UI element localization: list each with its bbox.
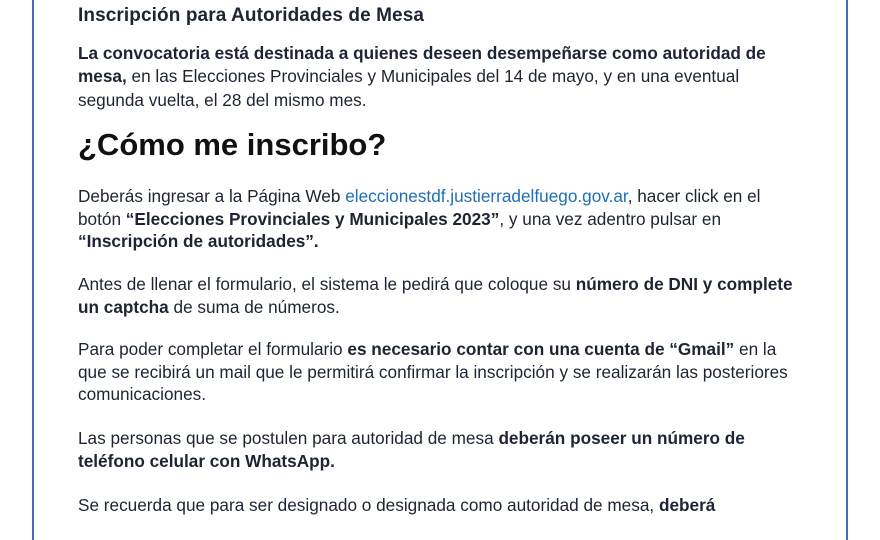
- frame-border-left: [32, 0, 34, 540]
- p5-bold-1: deberá: [658, 495, 716, 515]
- how-to-register-heading: ¿Cómo me inscribo?: [78, 127, 387, 162]
- paragraph-whatsapp: [78, 427, 808, 472]
- p1-text-3: , y una vez adentro pulsar en: [499, 208, 722, 229]
- p2-text-2: de suma de números.: [168, 296, 340, 317]
- p2-text-1: Antes de llenar el formulario, el sistema le pedirá que coloque su: [78, 274, 576, 294]
- p3-text-1: Para poder completar el formulario: [78, 339, 348, 359]
- intro-paragraph: [78, 42, 778, 112]
- frame-border-right: [846, 0, 848, 540]
- p1-bold-2: “Inscripción de autoridades”.: [78, 231, 319, 252]
- intro-bold: La convocatoria está destinada a quienes deseen desempeñarse como autoridad de mesa,: [78, 43, 766, 87]
- p2-bold-1: número de DNI y complete un captcha: [78, 274, 793, 317]
- p4-text-1: Las personas que se postulen para autoridad de mesa: [78, 428, 499, 448]
- p4-bold-1: deberán poseer un número de teléfono celular con WhatsApp.: [78, 428, 745, 471]
- paragraph-reminder: [78, 494, 808, 517]
- p3-bold-1: es necesario contar con una cuenta de “Gmail”: [347, 339, 735, 359]
- paragraph-gmail: [78, 338, 808, 406]
- p1-text-1: Deberás ingresar a la Página Web: [78, 186, 346, 206]
- website-link[interactable]: eleccionestdf.justierradelfuego.gov.ar: [345, 186, 628, 206]
- intro-text: en las Elecciones Provinciales y Municipales del 14 de mayo, y en una eventual segunda vuelta, el 28 del mismo mes.: [78, 66, 740, 110]
- section-title: Inscripción para Autoridades de Mesa: [78, 5, 425, 26]
- p1-bold-1: “Elecciones Provinciales y Municipales 2023”: [125, 208, 500, 229]
- p3-text-2: en la que se recibirá un mail que le permitirá confirmar la inscripción y se realizarán las posteriores comunicaciones.: [78, 339, 788, 405]
- p5-text-1: Se recuerda que para ser designado o designada como autoridad de mesa,: [78, 495, 659, 515]
- paragraph-dni: [78, 273, 808, 318]
- paragraph-website: [78, 185, 808, 253]
- p1-text-2: , hacer click en el botón: [78, 186, 761, 229]
